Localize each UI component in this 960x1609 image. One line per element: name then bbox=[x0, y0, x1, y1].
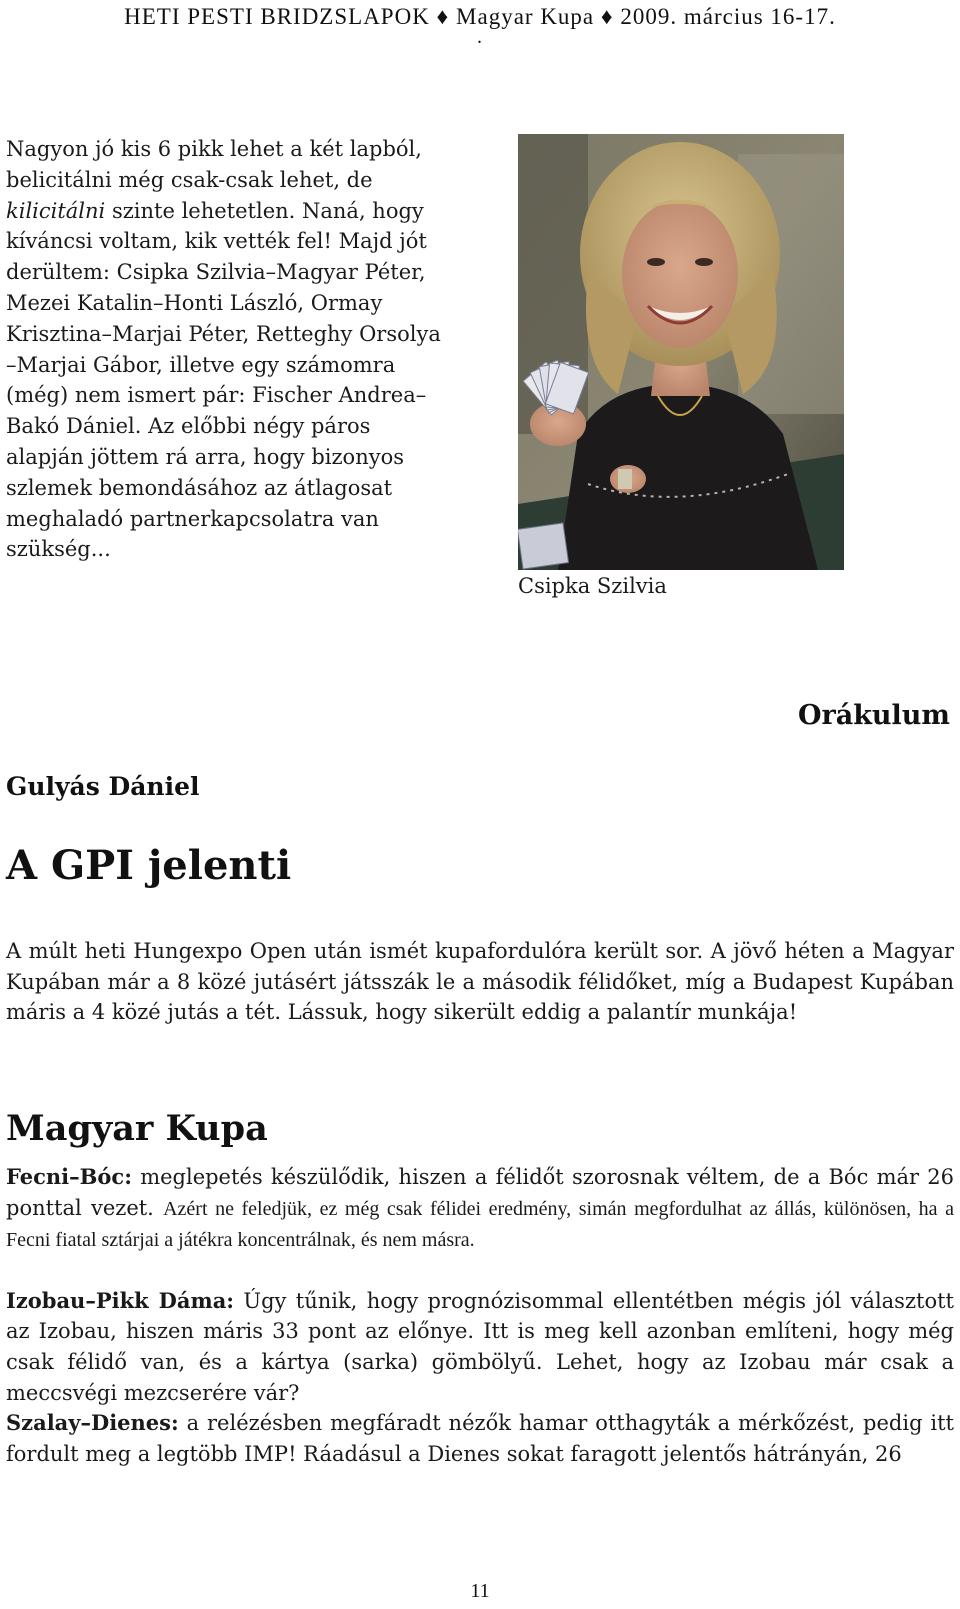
match-report-2 bbox=[6, 1286, 954, 1408]
header-title: HETI PESTI BRIDZSLAPOK ♦ Magyar Kupa ♦ 2009. március 16-17. bbox=[124, 4, 836, 29]
italic-word: kilicitálni bbox=[6, 198, 106, 223]
page-number: 11 bbox=[470, 1580, 490, 1602]
portrait-image bbox=[518, 134, 844, 570]
paragraph-text: Nagyon jó kis 6 pikk lehet a két lapból, belicitálni még csak-csak lehet, de bbox=[6, 137, 422, 192]
match-report-1 bbox=[6, 1162, 954, 1256]
match-text: a relézésben megfáradt nézők hamar otthagyták a mérkőzést, pedig itt fordult meg a legtöbb IMP! Ráadásul a Dienes sokat faragott jelentős hátrányán, 26 bbox=[6, 1411, 954, 1466]
author-name: Gulyás Dániel bbox=[6, 772, 200, 801]
intro-text: A múlt heti Hungexpo Open után ismét kupafordulóra került sor. A jövő héten a Magyar Kupában már a 8 közé jutásért játsszák le a második félidőket, míg a Budapest Kupában máris a 4 közé jutás a tét. Lássuk, hogy sikerült eddig a palantír munkája! bbox=[6, 939, 954, 1025]
match-report-3 bbox=[6, 1408, 954, 1469]
match-text: Úgy tűnik, hogy prognózisommal ellentétben mégis jól választott az Izobau, hiszen máris 33 pont az előnye. Itt is meg kell azonban említeni, hogy még csak félidő van, és a kártya (sarka) gömbölyű. Lehet, hogy az Izobau már csak a meccsvégi mezcserére vár? bbox=[6, 1288, 954, 1405]
article-intro bbox=[6, 936, 954, 1028]
article-title: A GPI jelenti bbox=[6, 842, 292, 889]
section-title: Magyar Kupa bbox=[6, 1108, 268, 1149]
match-teams: Fecni–Bóc: bbox=[6, 1164, 132, 1189]
left-column-text bbox=[6, 134, 454, 565]
match-text-small: Azért ne feledjük, ez még csak félidei eredmény, simán megfordulhat az állás, különösen, ha a Fecni fiatal sztárjai a játékra koncentrálnak, és nem másra. bbox=[6, 1197, 954, 1252]
portrait-photo bbox=[518, 134, 844, 570]
page-header bbox=[0, 4, 960, 48]
header-dot: . bbox=[477, 26, 483, 48]
paragraph-text: szinte lehetetlen. Naná, hogy kíváncsi voltam, kik vették fel! Majd jót derültem: Csipka Szilvia–Magyar Péter, Mezei Katalin–Honti László, Ormay Krisztina–Marjai Péter, Retteghy Orsolya –Marjai Gábor, illetve egy számomra (még) nem ismert pár: Fischer Andrea–Bakó Dániel. Az előbbi négy páros alapján jöttem rá arra, hogy bizonyos szlemek bemondásához az átlagosat meghaladó partnerkapcsolatra van szükség... bbox=[6, 198, 441, 562]
section-label: Orákulum bbox=[797, 700, 950, 731]
photo-caption: Csipka Szilvia bbox=[518, 574, 667, 598]
match-teams: Izobau–Pikk Dáma: bbox=[6, 1287, 235, 1313]
intro-paragraph bbox=[6, 134, 454, 565]
match-text: meglepetés készülődik, hiszen a félidőt szorosnak véltem, de a Bóc már 26 ponttal vezet. bbox=[6, 1165, 954, 1220]
match-teams: Szalay–Dienes: bbox=[6, 1410, 179, 1436]
match-reports bbox=[6, 1162, 954, 1469]
